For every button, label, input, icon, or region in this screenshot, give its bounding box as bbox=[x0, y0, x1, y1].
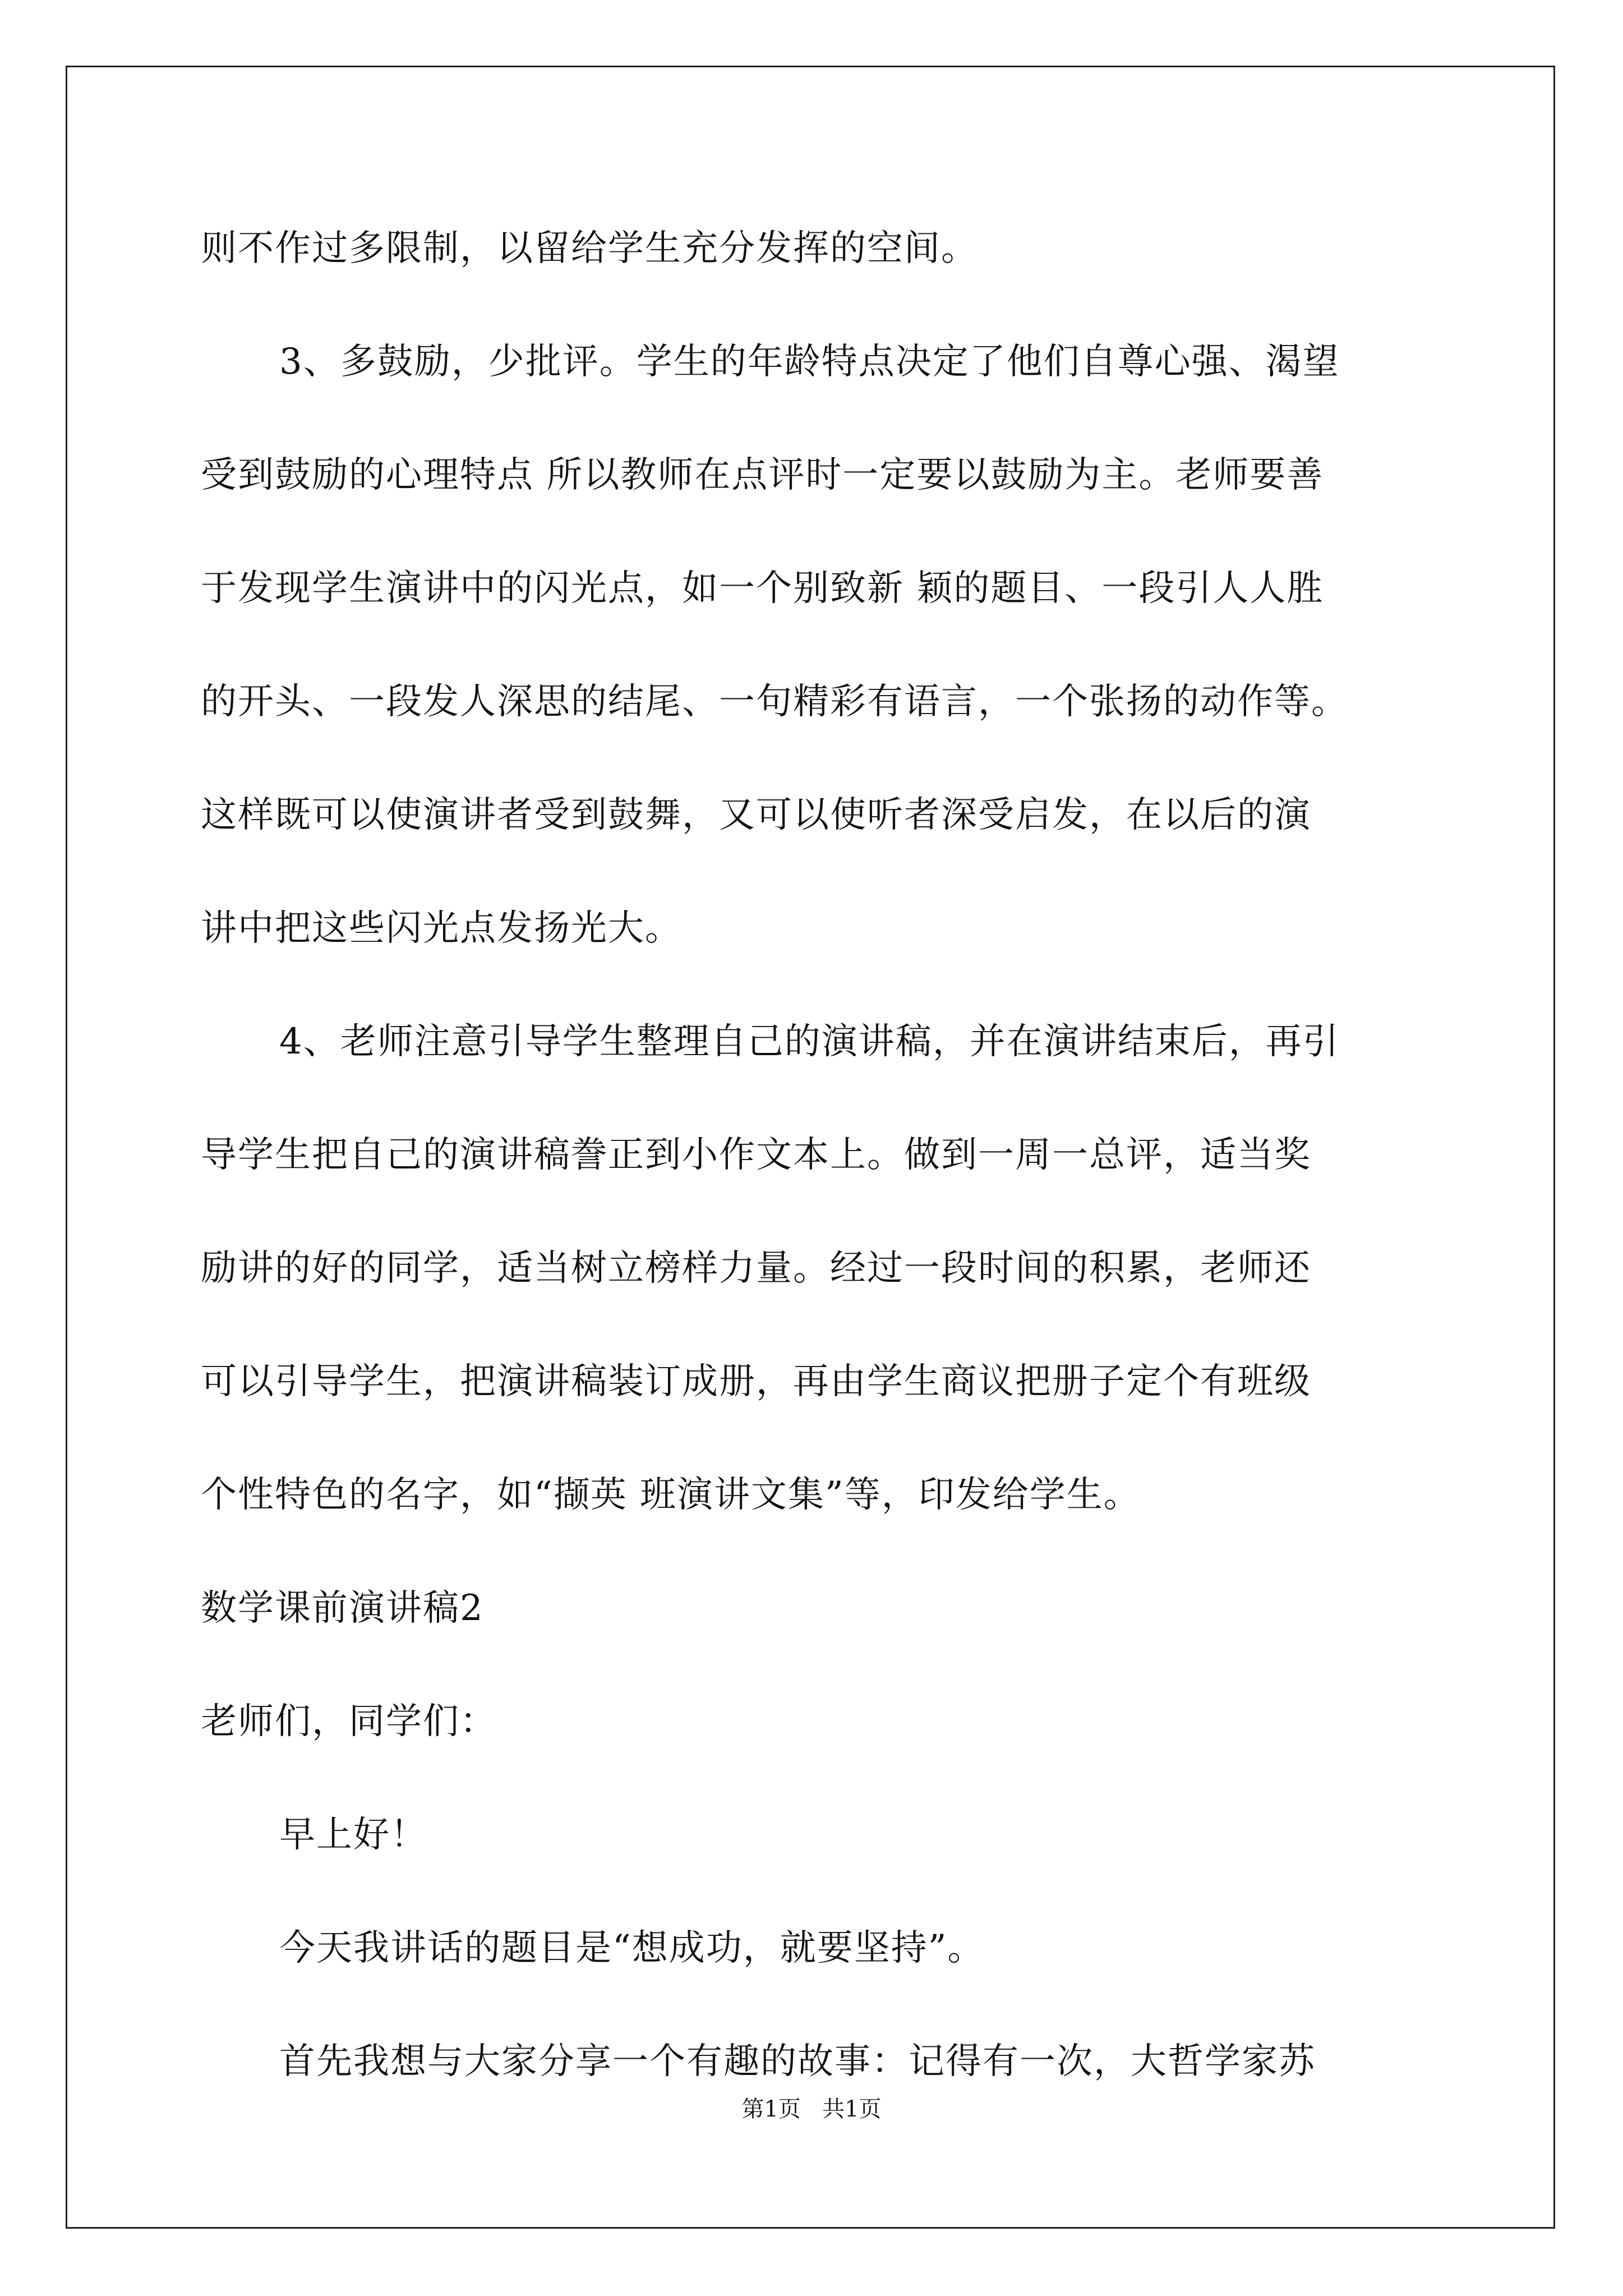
paragraph-line: 受到鼓励的心理特点 所以教师在点评时一定要以鼓励为主。老师要善 bbox=[201, 454, 1324, 496]
paragraph-line: 3、多鼓励，少批评。学生的年龄特点决定了他们自尊心强、渴望 bbox=[279, 341, 1340, 383]
paragraph-line: 今天我讲话的题目是“想成功，就要坚持”。 bbox=[279, 1927, 985, 1969]
paragraph-line: 个性特色的名字，如“撷英 班演讲文集”等，印发给学生。 bbox=[201, 1474, 1141, 1516]
paragraph-line: 则不作过多限制，以留给学生充分发挥的空间。 bbox=[201, 228, 978, 269]
paragraph-line: 4、老师注意引导学生整理自己的演讲稿，并在演讲结束后，再引 bbox=[279, 1021, 1340, 1062]
paragraph-line: 励讲的好的同学，适当树立榜样力量。经过一段时间的积累，老师还 bbox=[201, 1248, 1311, 1289]
greeting: 早上好！ bbox=[279, 1814, 427, 1856]
paragraph-line: 导学生把自己的演讲稿誊正到小作文本上。做到一周一总评，适当奖 bbox=[201, 1134, 1311, 1176]
paragraph-line: 可以引导学生，把演讲稿装订成册，再由学生商议把册子定个有班级 bbox=[201, 1361, 1311, 1402]
page-number-footer: 第1页 共1页 bbox=[741, 2096, 882, 2122]
section-heading: 数学课前演讲稿2 bbox=[201, 1588, 484, 1629]
paragraph-line: 这样既可以使演讲者受到鼓舞，又可以使听者深受启发，在以后的演 bbox=[201, 794, 1311, 836]
paragraph-line: 首先我想与大家分享一个有趣的故事：记得有一次，大哲学家苏 bbox=[279, 2041, 1316, 2082]
paragraph-line: 讲中把这些闪光点发扬光大。 bbox=[201, 908, 682, 949]
salutation: 老师们，同学们： bbox=[201, 1701, 497, 1742]
paragraph-line: 于发现学生演讲中的闪光点，如一个别致新 颖的题目、一段引人人胜 bbox=[201, 568, 1324, 609]
paragraph-line: 的开头、一段发人深思的结尾、一句精彩有语言，一个张扬的动作等。 bbox=[201, 681, 1348, 723]
